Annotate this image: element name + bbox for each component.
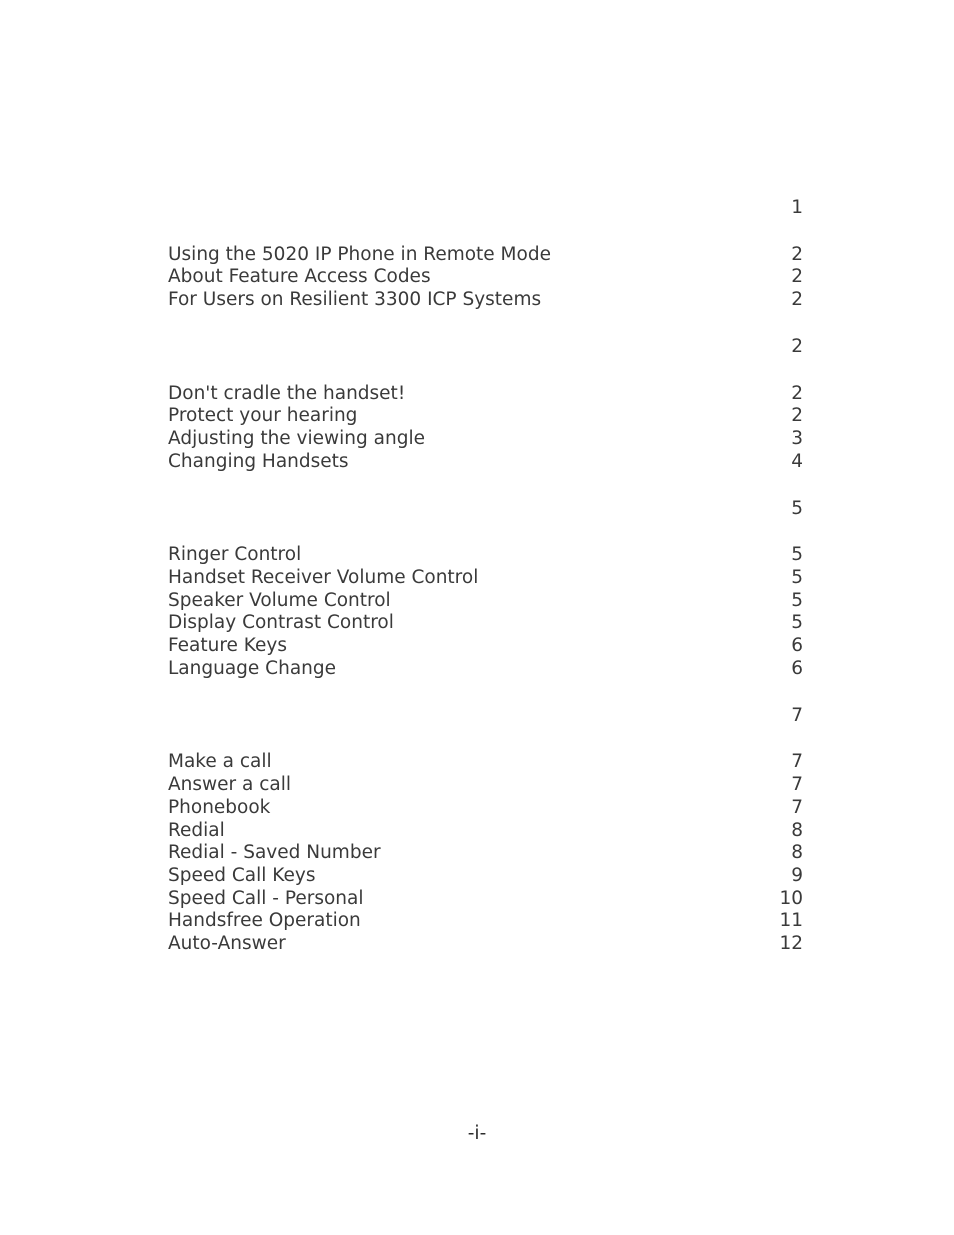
toc-entry-title: Ringer Control	[168, 544, 302, 566]
toc-entry-title: Answer a call	[168, 774, 292, 796]
toc-entry-title: Feature Keys	[168, 635, 287, 657]
toc-page-number: 6	[791, 635, 803, 657]
toc-entry[interactable]	[168, 590, 803, 613]
toc-section-heading[interactable]	[168, 335, 803, 359]
toc-section	[168, 335, 803, 473]
toc-entry[interactable]	[168, 774, 803, 797]
toc-page-number: 7	[791, 796, 803, 818]
toc-entry-title: Auto-Answer	[168, 932, 286, 954]
toc-section-heading[interactable]	[168, 704, 803, 728]
toc-page-number: 5	[791, 567, 803, 588]
toc-entry-title: Display Contrast Control	[168, 612, 394, 634]
toc-page-number: 7	[791, 774, 803, 796]
toc-entry[interactable]	[168, 751, 803, 774]
toc-section	[168, 497, 803, 681]
toc-page-number: 5	[791, 544, 803, 566]
toc-entry-title: Redial	[168, 819, 225, 841]
toc-entry-title: About Feature Access Codes	[168, 266, 431, 288]
toc-entry-title: For Users on Resilient 3300 ICP Systems	[168, 288, 542, 310]
toc-entry[interactable]	[168, 658, 803, 681]
toc-section	[168, 196, 803, 312]
toc-page-number: 11	[779, 910, 803, 932]
toc-entry-title: Protect your hearing	[168, 405, 358, 427]
toc-page-number: 5	[791, 497, 803, 519]
toc-entry[interactable]	[168, 842, 803, 865]
toc-page-number: 7	[791, 751, 803, 773]
toc-entry-title: Speaker Volume Control	[168, 589, 391, 611]
toc-page-number: 1	[791, 197, 803, 218]
toc-page-number: 2	[791, 336, 803, 358]
toc-page-number: 2	[791, 243, 803, 265]
toc-entry[interactable]	[168, 910, 803, 933]
toc-entry[interactable]	[168, 635, 803, 658]
toc-entry[interactable]	[168, 266, 803, 289]
toc-page-number: 5	[791, 612, 803, 634]
toc-entry-title: Handsfree Operation	[168, 910, 361, 932]
toc-entry[interactable]	[168, 383, 803, 406]
toc-entry[interactable]	[168, 289, 803, 312]
toc-entry[interactable]	[168, 820, 803, 843]
toc-entry[interactable]	[168, 405, 803, 428]
toc-page-number: 8	[791, 842, 803, 864]
toc-entry[interactable]	[168, 451, 803, 474]
toc-section	[168, 704, 803, 956]
toc-entry-title: Handset Receiver Volume Control	[168, 567, 479, 588]
toc-entry-title: Speed Call Keys	[168, 864, 316, 886]
toc-entry-title: Changing Handsets	[168, 450, 349, 472]
toc-page-number: 12	[779, 932, 803, 954]
toc-entry[interactable]	[168, 933, 803, 956]
toc-page-number: 2	[791, 405, 803, 427]
toc-entry-title: Speed Call - Personal	[168, 887, 364, 909]
toc-page-number: 4	[791, 450, 803, 472]
toc-entry[interactable]	[168, 244, 803, 267]
toc-page-number: 7	[791, 704, 803, 726]
toc-entry-title: Language Change	[168, 657, 337, 679]
toc-page-number: 10	[779, 887, 803, 909]
toc-entry-title: Don't cradle the handset!	[168, 382, 406, 404]
toc-entry-title: Redial - Saved Number	[168, 842, 381, 864]
toc-entry[interactable]	[168, 797, 803, 820]
toc-page-number: 5	[791, 589, 803, 611]
toc-section-heading[interactable]	[168, 196, 803, 220]
toc-entry[interactable]	[168, 544, 803, 567]
toc-entry-title: Using the 5020 IP Phone in Remote Mode	[168, 243, 551, 265]
toc-entry[interactable]	[168, 567, 803, 590]
toc-entry[interactable]	[168, 612, 803, 635]
toc-page-number: 3	[791, 427, 803, 449]
toc-entry[interactable]	[168, 888, 803, 911]
toc-entry[interactable]	[168, 865, 803, 888]
toc-section-heading[interactable]	[168, 497, 803, 521]
page-footer-number: -i-	[467, 1123, 487, 1144]
toc-page-number: 6	[791, 657, 803, 679]
toc-page-number: 2	[791, 266, 803, 288]
toc-page-number: 8	[791, 819, 803, 841]
toc-page-number: 2	[791, 288, 803, 310]
toc-entry-title: Phonebook	[168, 796, 271, 818]
toc-page-number: 9	[791, 864, 803, 886]
toc-entry-title: Make a call	[168, 751, 272, 773]
toc-entry-title: Adjusting the viewing angle	[168, 427, 425, 449]
toc-entry[interactable]	[168, 428, 803, 451]
toc-page-number: 2	[791, 382, 803, 404]
table-of-contents	[168, 196, 803, 956]
